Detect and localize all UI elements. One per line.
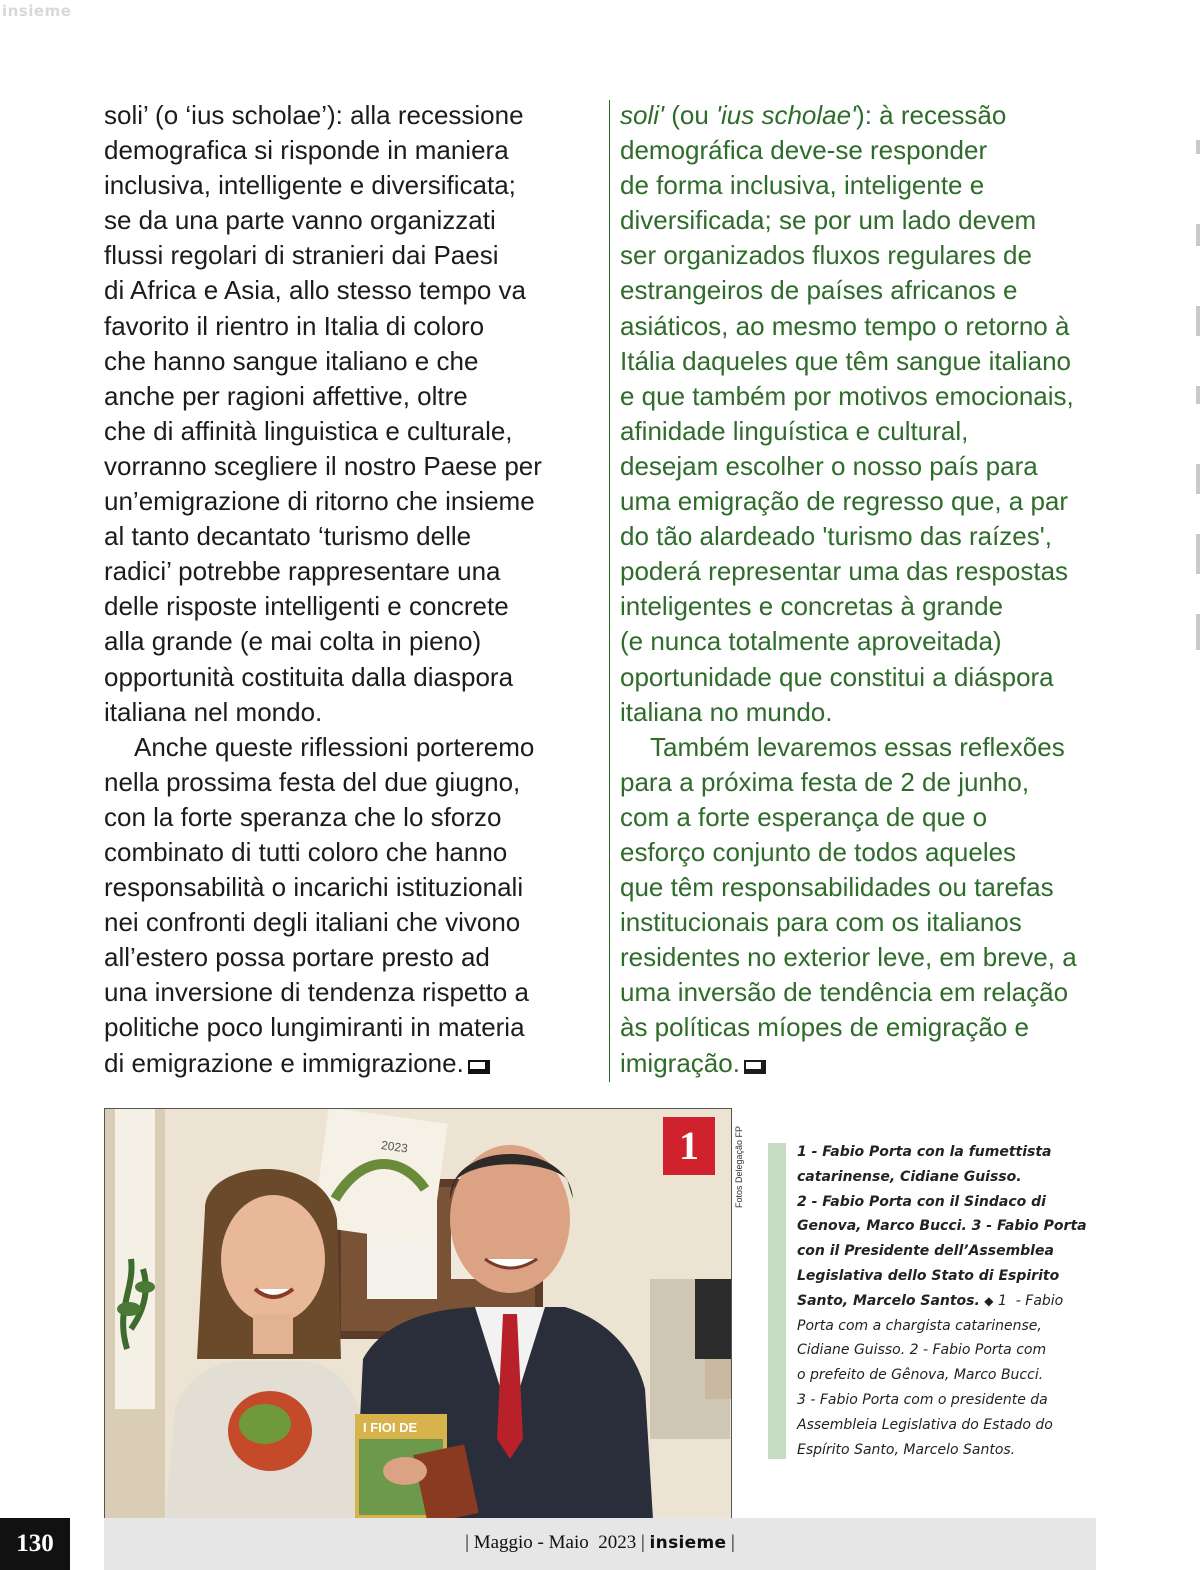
- italic-term: 'ius scholae': [716, 100, 857, 130]
- text-line: inclusiva, intelligente e diversificata;: [104, 170, 516, 201]
- woman-face: [221, 1195, 325, 1323]
- text-line: Também levaremos essas reflexões: [650, 731, 1065, 762]
- last-line-text: di emigrazione e immigrazione.: [104, 1047, 464, 1078]
- text-line: nella prossima festa del due giugno,: [104, 766, 521, 797]
- text-line-first: [620, 98, 1100, 133]
- text-line: anche per ragioni affettive, oltre: [104, 380, 468, 411]
- text-line: favorito il rientro in Italia di coloro: [104, 310, 485, 341]
- caption-accent-bar: [768, 1143, 786, 1459]
- plant-leaf: [117, 1302, 141, 1316]
- text-line: italiana nel mondo.: [104, 696, 323, 727]
- edge-mark: [1196, 386, 1200, 404]
- text-fragment: ): à recessão: [856, 100, 1007, 130]
- portuguese-column: [620, 98, 1100, 1081]
- diamond-separator-icon: ◆: [984, 1293, 994, 1308]
- article-photo: [104, 1108, 732, 1520]
- text-line: al tanto decantato ‘turismo delle: [104, 521, 472, 552]
- caption-line-mixed: [797, 1289, 1102, 1314]
- text-line: un’emigrazione di ritorno che insieme: [104, 486, 535, 517]
- text-line: opportunità costituita dalla diaspora: [104, 661, 514, 692]
- text-line: do tão alardeado 'turismo das raízes',: [620, 521, 1052, 552]
- caption-line-it: 2 - Fabio Porta con il Sindaco di: [797, 1193, 1046, 1210]
- text-line: Itália daqueles que têm sangue italiano: [620, 345, 1071, 376]
- edge-mark: [1196, 140, 1200, 154]
- photo-credit: [720, 1120, 744, 1210]
- text-line: italiana no mundo.: [620, 696, 833, 727]
- footer-brand: insieme: [649, 1533, 727, 1553]
- text-line: vorranno scegliere il nostro Paese per: [104, 450, 542, 481]
- caption-line-pt: 3 - Fabio Porta com o presidente da: [797, 1391, 1048, 1408]
- photo-caption: [797, 1140, 1102, 1462]
- text-line: combinato di tutti coloro che hanno: [104, 836, 508, 867]
- caption-line-pt: Cidiane Guisso. 2 - Fabio Porta com: [797, 1342, 1047, 1359]
- text-line: às políticas míopes de emigração e: [620, 1012, 1029, 1043]
- text-line: que têm responsabilidades ou tarefas: [620, 872, 1054, 903]
- column-divider: [609, 100, 610, 1082]
- text-line: residentes no exterior leve, em breve, a: [620, 942, 1077, 973]
- shirt-print: [239, 1404, 291, 1444]
- text-line: asiáticos, ao mesmo tempo o retorno à: [620, 310, 1070, 341]
- window-glass: [115, 1109, 155, 1409]
- edge-mark: [1196, 464, 1200, 494]
- text-line: esforço conjunto de todos aqueles: [620, 836, 1017, 867]
- text-line: se da una parte vanno organizzati: [104, 205, 496, 236]
- picture-frame: [705, 1359, 731, 1399]
- text-line: e que também por motivos emocionais,: [620, 380, 1074, 411]
- text-line: flussi regolari di stranieri dai Paesi: [104, 240, 499, 271]
- portuguese-paragraph-1: [620, 98, 1100, 730]
- text-line: inteligentes e concretas à grande: [620, 591, 1004, 622]
- footer: [104, 1518, 1096, 1570]
- text-line: uma emigração de regresso que, a par: [620, 486, 1069, 517]
- woman-neck: [253, 1314, 293, 1354]
- text-line: che hanno sangue italiano e che: [104, 345, 479, 376]
- text-line: di Africa e Asia, allo stesso tempo va: [104, 275, 526, 306]
- edge-mark: [1196, 614, 1200, 650]
- photo-number-badge: 1: [663, 1117, 715, 1175]
- caption-line-it: con il Presidente dell’Assemblea: [797, 1243, 1054, 1260]
- caption-line-it: catarinense, Cidiane Guisso.: [797, 1168, 1022, 1185]
- text-line: (e nunca totalmente aproveitada): [620, 626, 1002, 657]
- text-line: estrangeiros de países africanos e: [620, 275, 1018, 306]
- caption-line-it: 1 - Fabio Porta con la fumettista: [797, 1144, 1052, 1160]
- text-line: con la forte speranza che lo sforzo: [104, 801, 502, 832]
- text-line: afinidade linguística e cultural,: [620, 415, 969, 446]
- italian-paragraph-1: [104, 98, 604, 730]
- edge-mark: [1196, 306, 1200, 336]
- text-line: alla grande (e mai colta in pieno): [104, 626, 482, 657]
- edge-mark: [1196, 224, 1200, 246]
- text-line: che di affinità linguistica e culturale,: [104, 415, 513, 446]
- text-line: diversificada; se por um lado devem: [620, 205, 1037, 236]
- text-line: de forma inclusiva, inteligente e: [620, 170, 985, 201]
- italian-paragraph-2: [104, 730, 604, 1081]
- text-line: soli’ (o ‘ius scholae’): alla recessione: [104, 100, 524, 130]
- text-line: radici’ potrebbe rappresentare una: [104, 556, 501, 587]
- text-line: oportunidade que constitui a diáspora: [620, 661, 1054, 692]
- picture-frame: [695, 1279, 731, 1359]
- caption-line-it: Genova, Marco Bucci. 3 - Fabio Porta: [797, 1218, 1087, 1235]
- caption-line-pt: Porta com a chargista catarinense,: [797, 1317, 1042, 1334]
- portuguese-paragraph-2: [620, 730, 1100, 1081]
- text-line: una inversione di tendenza rispetto a: [104, 977, 529, 1008]
- text-line: demografica si risponde in maniera: [104, 135, 509, 166]
- comic-book-title: I FIOI DE: [363, 1420, 418, 1435]
- text-line: ser organizados fluxos regulares de: [620, 240, 1032, 271]
- caption-it-end: Santo, Marcelo Santos.: [797, 1292, 980, 1309]
- end-of-article-icon: [744, 1060, 766, 1074]
- text-line: institucionais para com os italianos: [620, 907, 1022, 938]
- text-line-last: [620, 1046, 1100, 1081]
- hands: [383, 1457, 427, 1485]
- caption-line-pt: o prefeito de Gênova, Marco Bucci.: [797, 1367, 1044, 1384]
- text-line: politiche poco lungimiranti in materia: [104, 1012, 525, 1043]
- caption-line-pt: Assembleia Legislativa do Estado do: [797, 1416, 1053, 1433]
- end-of-article-icon: [468, 1060, 490, 1074]
- edge-mark: [1196, 534, 1200, 574]
- text-line: responsabilità o incarichi istituzionali: [104, 872, 524, 903]
- calendar-year: 2023: [380, 1137, 409, 1156]
- text-line: Anche queste riflessioni porteremo: [134, 731, 535, 762]
- caption-pt-start: 1 - Fabio: [993, 1292, 1064, 1309]
- footer-text: [104, 1532, 1096, 1554]
- page-number: 130: [0, 1518, 70, 1570]
- page-edge-marks: [1194, 140, 1200, 650]
- footer-end-pipe: |: [726, 1532, 735, 1553]
- text-line: delle risposte intelligenti e concrete: [104, 591, 509, 622]
- italian-column: [104, 98, 604, 1081]
- italic-term: soli': [620, 100, 664, 130]
- text-line-last: [104, 1046, 604, 1081]
- text-line: uma inversão de tendência em relação: [620, 977, 1069, 1008]
- text-fragment: (ou: [663, 100, 717, 130]
- photo-illustration: [105, 1109, 731, 1519]
- photo-credit-text: Fotos Delegação FP: [734, 1125, 744, 1208]
- text-line: desejam escolher o nosso país para: [620, 450, 1038, 481]
- text-line: all’estero possa portare presto ad: [104, 942, 490, 973]
- header-brand: insieme: [2, 2, 72, 20]
- caption-line-it: Legislativa dello Stato di Espirito: [797, 1267, 1060, 1284]
- text-line: poderá representar uma das respostas: [620, 556, 1069, 587]
- text-line: para a próxima festa de 2 de junho,: [620, 766, 1030, 797]
- footer-issue: | Maggio - Maio 2023 |: [465, 1532, 650, 1553]
- plant-leaf: [135, 1281, 155, 1293]
- text-line: com a forte esperança de que o: [620, 801, 988, 832]
- last-line-text: imigração.: [620, 1047, 740, 1078]
- caption-line-pt: Espírito Santo, Marcelo Santos.: [797, 1441, 1016, 1458]
- text-line: demográfica deve-se responder: [620, 135, 988, 166]
- text-line: nei confronti degli italiani che vivono: [104, 907, 521, 938]
